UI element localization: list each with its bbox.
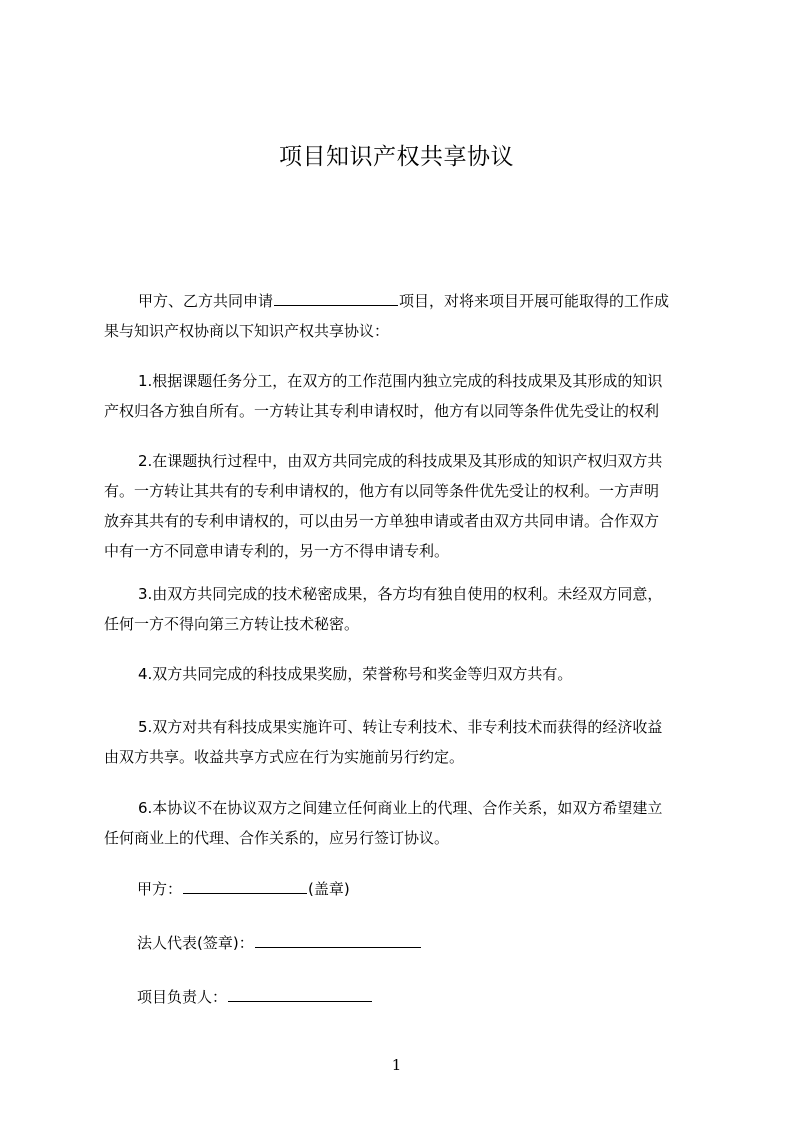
project-lead-signature-line xyxy=(137,985,373,1008)
party-a-blank xyxy=(183,877,307,894)
document-title: 项目知识产权共享协议 xyxy=(279,144,514,170)
legal-rep-blank xyxy=(255,931,421,948)
clause-line: 由双方共享。收益共享方式应在行为实施前另行约定。 xyxy=(104,748,465,766)
clause-1 xyxy=(104,366,702,426)
clause-line: 中有一方不同意申请专利的，另一方不得申请专利。 xyxy=(104,542,450,560)
project-lead-blank xyxy=(228,985,372,1002)
clause-2 xyxy=(104,446,702,566)
intro-line-1 xyxy=(104,286,702,316)
clause-line: 任何一方不得向第三方转让技术秘密。 xyxy=(104,615,360,633)
legal-rep-label: 法人代表(签章)： xyxy=(137,934,254,952)
intro-text-after-blank: 项目，对将来项目开展可能取得的工作成 xyxy=(399,292,670,310)
clause-4 xyxy=(104,659,702,689)
clause-line: 有。一方转让其共有的专利申请权的，他方有以同等条件优先受让的权利。一方声明 xyxy=(104,482,660,500)
clause-6 xyxy=(104,793,702,853)
clause-line: 5.双方对共有科技成果实施许可、转让专利技术、非专利技术而获得的经济收益 xyxy=(138,718,663,736)
project-name-blank xyxy=(274,289,398,306)
project-lead-label: 项目负责人： xyxy=(137,988,228,1006)
intro-paragraph xyxy=(104,286,702,346)
clause-line: 3.由双方共同完成的技术秘密成果，各方均有独自使用的权利。未经双方同意， xyxy=(138,585,663,603)
clause-5 xyxy=(104,712,702,772)
clause-line: 4.双方共同完成的科技成果奖励，荣誉称号和奖金等归双方共有。 xyxy=(138,665,573,683)
page-number: 1 xyxy=(391,1056,402,1074)
legal-rep-signature-line xyxy=(137,931,422,954)
intro-line-2: 果与知识产权协商以下知识产权共享协议： xyxy=(104,322,390,340)
clause-line: 放弃其共有的专利申请权的，可以由另一方单独申请或者由双方共同申请。合作双方 xyxy=(104,512,660,530)
party-a-label: 甲方： xyxy=(137,880,183,898)
clause-line: 产权归各方独自所有。一方转让其专利申请权时，他方有以同等条件优先受让的权利 xyxy=(104,402,660,420)
party-a-seal-note: (盖章) xyxy=(308,880,350,898)
party-a-signature-line xyxy=(137,877,350,900)
clause-line: 6.本协议不在协议双方之间建立任何商业上的代理、合作关系，如双方希望建立 xyxy=(138,799,663,817)
clause-line: 1.根据课题任务分工，在双方的工作范围内独立完成的科技成果及其形成的知识 xyxy=(138,372,663,390)
clause-line: 任何商业上的代理、合作关系的，应另行签订协议。 xyxy=(104,829,450,847)
intro-text-before-blank: 甲方、乙方共同申请 xyxy=(138,292,274,310)
clause-line: 2.在课题执行过程中，由双方共同完成的科技成果及其形成的知识产权归双方共 xyxy=(138,452,663,470)
clause-3 xyxy=(104,579,702,639)
